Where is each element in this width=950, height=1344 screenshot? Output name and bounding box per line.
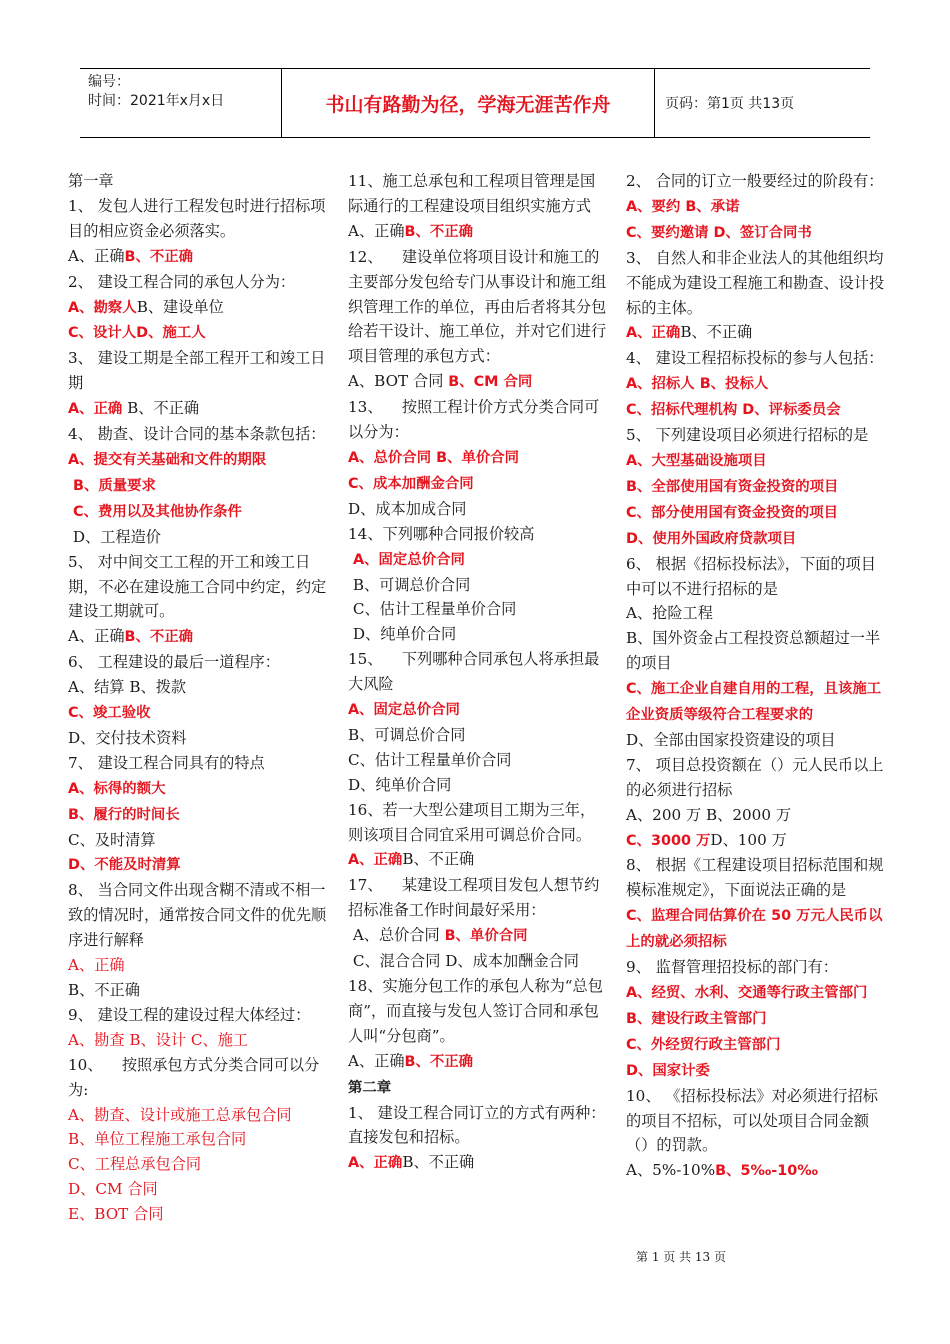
text-line <box>348 923 610 949</box>
text-line <box>68 346 330 396</box>
question-text: B、可调总价合同 <box>348 725 466 744</box>
answer-text: A、标得的额大 <box>68 780 166 797</box>
text-line <box>68 650 330 675</box>
answer-text: A、正确 <box>68 401 123 418</box>
text-line <box>626 246 890 321</box>
question-text: D、成本加成合同 <box>348 499 467 518</box>
question-text: 第一章 <box>68 172 114 190</box>
text-line <box>348 369 610 395</box>
question-text: 3、 建设工期是全部工程开工和竣工日期 <box>68 349 326 393</box>
text-line <box>348 949 610 974</box>
answer-text: A、提交有关基础和文件的期限 <box>68 451 267 468</box>
answer-text: A、勘查、设计或施工总承包合同 <box>68 1105 292 1124</box>
answer-text: B、CM 合同 <box>448 374 533 391</box>
text-line <box>626 853 890 903</box>
text-line <box>348 748 610 773</box>
question-text: A、200 万 B、2000 万 <box>626 805 792 824</box>
text-line <box>348 445 610 471</box>
question-text: A、正确 <box>348 1051 405 1070</box>
question-text: 10、 《招标投标法》对必须进行招标的项目不招标，可以处项目合同金额（）的罚款。 <box>626 1086 878 1155</box>
text-line <box>626 803 890 828</box>
text-line <box>68 828 330 853</box>
question-text: B、不正确 <box>402 1153 475 1172</box>
text-line <box>626 1032 890 1058</box>
question-text: B、国外资金占工程投资总额超过一半的项目 <box>626 629 881 673</box>
question-text: 4、 勘查、设计合同的基本条款包括： <box>68 425 326 444</box>
question-text: D、全部由国家投资建设的项目 <box>626 730 836 749</box>
text-line <box>626 169 890 194</box>
page-header <box>80 68 870 138</box>
header-page-label: 页码：第1页 共13页 <box>665 96 795 112</box>
text-line <box>348 622 610 647</box>
answer-text: D、不能及时清算 <box>68 857 181 874</box>
answer-text: A、大型基础设施项目 <box>626 452 767 469</box>
text-line <box>68 751 330 776</box>
text-line <box>348 219 610 245</box>
question-text: 5、 对中间交工工程的开工和竣工日期，不必在建设施工合同中约定，约定建设工期就可。 <box>68 552 327 621</box>
question-text: 18、实施分包工作的承包人称为“总包商”，而直接与发包人签订合同和承包人叫“分包商”。 <box>348 977 603 1045</box>
text-line <box>68 953 330 978</box>
question-text: C、混合合同 D、成本加酬金合同 <box>348 952 579 971</box>
text-column-left <box>68 169 330 1227</box>
header-meta <box>80 69 282 137</box>
answer-text: B、5‰-10‰ <box>715 1163 818 1180</box>
question-text: 9、 监督管理招投标的部门有： <box>626 958 838 977</box>
question-text: A、正确 <box>68 627 125 646</box>
question-text: A、正确 <box>348 221 405 240</box>
question-text: 13、 按照工程计价方式分类合同可以分为： <box>348 398 600 442</box>
question-text: 7、 项目总投资额在（）元人民币以上的必须进行招标 <box>626 755 884 799</box>
question-text: 6、 工程建设的最后一道程序： <box>68 653 280 672</box>
question-text: D、纯单价合同 <box>348 625 457 644</box>
text-line <box>68 1053 330 1103</box>
answer-text: A、固定总价合同 <box>348 551 465 568</box>
answer-text: A、要约 B、承诺 <box>626 198 740 215</box>
answer-text: A、正确 <box>68 956 125 975</box>
text-line <box>68 675 330 700</box>
text-line <box>626 500 890 526</box>
text-line <box>68 1202 330 1227</box>
text-line <box>348 573 610 598</box>
answer-text: D、使用外国政府贷款项目 <box>626 530 797 547</box>
text-line <box>626 980 890 1032</box>
question-text: C、估计工程量单价合同 <box>348 750 512 769</box>
answer-text: B、不正确 <box>404 1053 474 1070</box>
text-line <box>68 499 330 525</box>
question-text: 14、下列哪种合同报价较高 <box>348 524 535 543</box>
text-line <box>626 346 890 397</box>
text-line <box>348 974 610 1049</box>
header-motto: 书山有路勤为径，学海无涯苦作舟 <box>282 69 655 137</box>
text-line <box>348 169 610 219</box>
answer-text: A、固定总价合同 <box>348 702 460 719</box>
text-line <box>626 474 890 500</box>
question-text: 17、 某建设工程项目发包人想节约招标准备工作时间最好采用： <box>348 876 600 920</box>
question-text: 3、 自然人和非企业法人的其他组织均不能成为建设工程施工和勘查、设计投标的主体。 <box>626 248 885 317</box>
text-line <box>348 547 610 573</box>
text-line <box>348 1150 610 1176</box>
question-text: B、建设单位 <box>136 297 224 316</box>
answer-text: A、勘查 B、设计 C、施工 <box>68 1030 249 1049</box>
text-line <box>68 169 330 194</box>
question-text: A、总价合同 <box>348 926 445 945</box>
question-text: A、5%-10% <box>626 1161 716 1180</box>
text-line <box>626 753 890 803</box>
text-line <box>348 697 610 723</box>
answer-text: C、竣工验收 <box>68 705 151 722</box>
text-line <box>626 1158 890 1184</box>
text-line <box>626 320 890 346</box>
answer-text: C、工程总承包合同 <box>68 1155 202 1174</box>
answer-text: A、正确 <box>626 325 681 342</box>
text-line <box>626 397 890 423</box>
text-line <box>348 522 610 547</box>
question-text: A、BOT 合同 <box>348 372 449 391</box>
question-text: D、纯单价合同 <box>348 775 452 794</box>
question-text: 6、 根据《招标投标法》，下面的项目中可以不进行招标的是 <box>626 554 876 598</box>
text-line <box>348 723 610 748</box>
text-column-right <box>626 169 890 1184</box>
question-text: C、估计工程量单价合同 <box>348 600 517 619</box>
text-line <box>348 1075 610 1101</box>
text-line <box>68 1028 330 1053</box>
question-text: 1、 发包人进行工程发包时进行招标项目的相应资金必须落实。 <box>68 196 326 240</box>
answer-text: C、部分使用国有资金投资的项目 <box>626 504 839 521</box>
text-line <box>626 1084 890 1159</box>
question-text: 4、 建设工程招标投标的参与人包括： <box>626 349 889 368</box>
answer-text: B、单价合同 <box>444 928 528 945</box>
text-line <box>348 497 610 522</box>
answer-text: C、监理合同估算价在 50 万元人民币以上的就必须招标 <box>626 908 883 951</box>
text-line <box>68 1152 330 1177</box>
answer-text: A、正确 <box>348 1155 403 1172</box>
text-line <box>348 647 610 697</box>
question-text: 8、 根据《工程建设项目招标范围和规模标准规定》，下面说法正确的是 <box>626 856 884 900</box>
document-date-label: 时间：2021年x月x日 <box>88 93 225 109</box>
text-line <box>626 552 890 602</box>
answer-text: B、履行的时间长 <box>68 806 180 823</box>
answer-text: C、费用以及其他协作条件 <box>68 503 242 520</box>
question-text: 2、 合同的订立一般要经过的阶段有： <box>626 172 884 190</box>
answer-text: C、施工企业自建自用的工程，且该施工企业资质等级符合工程要求的 <box>626 681 882 724</box>
question-text: 16、若一大型公建项目工期为三年，则该项目合同宜采用可调总价合同。 <box>348 800 596 844</box>
answer-text: B、单位工程施工承包合同 <box>68 1130 247 1149</box>
document-number-label: 编号： <box>88 74 130 90</box>
question-text: B、不正确 <box>402 850 475 869</box>
text-line <box>348 847 610 873</box>
answer-text: D、施工人 <box>136 325 206 342</box>
question-text: A、正确 <box>68 246 125 265</box>
text-line <box>626 903 890 955</box>
text-line <box>348 798 610 848</box>
text-line <box>626 626 890 676</box>
question-text: 15、 下列哪种合同承包人将承担最大风险 <box>348 650 600 694</box>
answer-text: C、招标代理机构 D、评标委员会 <box>626 402 841 419</box>
text-line <box>68 1103 330 1128</box>
text-line <box>348 1049 610 1075</box>
text-line <box>68 320 330 346</box>
answer-text: D、CM 合同 <box>68 1180 158 1199</box>
question-text: A、抢险工程 <box>626 604 713 623</box>
question-text: 2、 建设工程合同的承包人分为： <box>68 272 296 291</box>
text-line <box>348 597 610 622</box>
question-text: D、工程造价 <box>68 527 161 546</box>
text-line <box>626 828 890 854</box>
text-line <box>348 1101 610 1151</box>
text-line <box>68 396 330 422</box>
page-footer: 第 1 页 共 13 页 <box>636 1250 726 1264</box>
text-line <box>68 852 330 878</box>
answer-text: A、经贸、水利、交通等行政主管部门 B、建设行政主管部门 <box>626 985 873 1027</box>
question-text: 9、 建设工程的建设过程大体经过： <box>68 1005 311 1024</box>
text-line <box>68 776 330 802</box>
text-line <box>68 726 330 751</box>
answer-text: A、勘察人 <box>68 299 137 316</box>
answer-text: A、招标人 B、投标人 <box>626 376 769 393</box>
question-text: 1、 建设工程合同订立的方式有两种：直接发包和招标。 <box>348 1103 606 1147</box>
text-line <box>68 244 330 270</box>
text-line <box>68 978 330 1003</box>
answer-text: E、BOT 合同 <box>68 1205 164 1224</box>
question-text: 7、 建设工程合同具有的特点 <box>68 753 265 772</box>
text-line <box>348 873 610 923</box>
answer-text: B、不正确 <box>124 248 194 265</box>
answer-text: C、外经贸行政主管部门 <box>626 1036 781 1053</box>
text-line <box>626 676 890 728</box>
text-line <box>348 395 610 445</box>
answer-text: C、3000 万 <box>626 832 711 849</box>
text-line <box>626 194 890 220</box>
answer-text: A、正确 <box>348 852 403 869</box>
question-text: 12、 建设单位将项目设计和施工的主要部分发包给专门从事设计和施工组织管理工作的单位，再由后者将其分包给若干设计、施工单位，并对它们进行项目管理的承包方式： <box>348 247 607 366</box>
text-line <box>348 773 610 798</box>
text-line <box>68 878 330 953</box>
answer-text: C、成本加酬金合同 <box>348 475 474 492</box>
question-text: D、交付技术资料 <box>68 728 187 747</box>
text-line <box>348 471 610 497</box>
text-line <box>68 1177 330 1202</box>
text-line <box>626 220 890 246</box>
question-text: 8、 当合同文件出现含糊不清或不相一致的情况时，通常按合同文件的优先顺序进行解释 <box>68 881 327 950</box>
text-line <box>68 295 330 321</box>
text-line <box>348 245 610 370</box>
question-text: 5、 下列建设项目必须进行招标的是 <box>626 426 874 445</box>
text-line <box>68 422 330 447</box>
answer-text: D、国家计委 <box>626 1062 710 1079</box>
answer-text: B、不正确 <box>124 629 194 646</box>
question-text: A、结算 B、拨款 <box>68 678 187 697</box>
question-text: B、可调总价合同 <box>348 575 471 594</box>
text-line <box>626 601 890 626</box>
answer-text: C、设计人 <box>68 325 137 342</box>
question-text: 10、 按照承包方式分类合同可以分为: <box>68 1055 320 1099</box>
text-line <box>626 1058 890 1084</box>
text-line <box>68 473 330 499</box>
question-text: 11、施工总承包和工程项目管理是国际通行的工程建设项目组织实施方式 <box>348 172 596 215</box>
answer-text: B、质量要求 <box>68 477 156 494</box>
question-text: B、不正确 <box>680 323 753 342</box>
answer-text: B、全部使用国有资金投资的项目 <box>626 478 839 495</box>
text-line <box>626 423 890 474</box>
text-line <box>68 270 330 295</box>
text-column-middle <box>348 169 610 1176</box>
text-line <box>68 447 330 473</box>
question-text: 第二章 <box>348 1079 392 1096</box>
text-line <box>68 700 330 726</box>
text-line <box>68 1003 330 1028</box>
text-line <box>626 955 890 980</box>
text-line <box>68 550 330 625</box>
text-line <box>68 802 330 828</box>
text-line <box>68 525 330 550</box>
question-text: D、100 万 <box>710 830 787 849</box>
text-line <box>626 526 890 552</box>
text-line <box>68 624 330 650</box>
text-line <box>68 194 330 244</box>
answer-text: C、要约邀请 D、签订合同书 <box>626 224 812 241</box>
question-text: B、不正确 <box>122 399 200 418</box>
text-line <box>68 1127 330 1152</box>
text-line <box>626 728 890 753</box>
question-text: B、不正确 <box>68 981 140 999</box>
answer-text: A、总价合同 B、单价合同 <box>348 449 520 466</box>
answer-text: B、不正确 <box>404 223 474 240</box>
question-text: C、及时清算 <box>68 830 156 849</box>
